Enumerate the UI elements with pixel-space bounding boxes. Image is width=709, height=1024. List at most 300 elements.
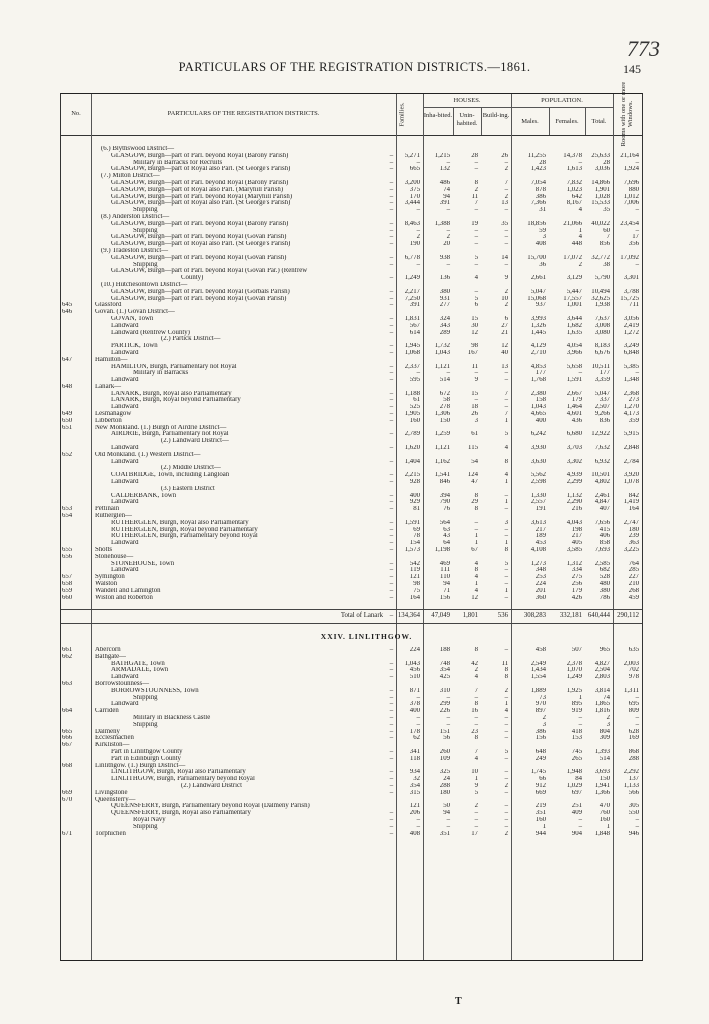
row-rooms: 2,419 bbox=[623, 322, 639, 329]
row-inhabited: 1,121 bbox=[434, 445, 450, 452]
row-uninhabited: 4 bbox=[474, 560, 478, 567]
row-total bbox=[585, 763, 613, 770]
row-families: 69 bbox=[413, 526, 420, 533]
row-males: 2 bbox=[542, 714, 546, 721]
row-rooms: 1,348 bbox=[623, 377, 639, 384]
row-males: 73 bbox=[539, 694, 546, 701]
row-particulars: CALDERBANK, Town bbox=[111, 492, 177, 499]
row-females: 1,948 bbox=[566, 769, 582, 776]
row-families: 62 bbox=[413, 735, 420, 742]
row-building: – bbox=[504, 492, 508, 499]
row-inhabited: 24 bbox=[443, 776, 450, 783]
row-number: 647 bbox=[62, 356, 73, 363]
table-row bbox=[61, 336, 642, 343]
row-males bbox=[511, 384, 549, 391]
row-families bbox=[396, 248, 423, 255]
row-building bbox=[481, 282, 511, 289]
row-males: 648 bbox=[535, 748, 546, 755]
row-families: 1,573 bbox=[404, 547, 420, 554]
row-number: 671 bbox=[62, 830, 73, 837]
row-total bbox=[585, 654, 613, 661]
row-number: 646 bbox=[62, 309, 73, 316]
row-families bbox=[396, 309, 423, 316]
row-rooms: – bbox=[635, 207, 639, 214]
row-building: – bbox=[504, 581, 508, 587]
row-number: 668 bbox=[62, 762, 73, 769]
row-total: 3 bbox=[606, 721, 610, 728]
row-uninhabited: 8 bbox=[474, 506, 478, 513]
row-leader bbox=[387, 357, 396, 364]
row-building: – bbox=[504, 694, 508, 701]
row-particulars: (7.) Milton District— bbox=[101, 173, 160, 180]
row-particulars: Lesmahagow bbox=[95, 411, 132, 418]
row-total: 7,637 bbox=[594, 315, 610, 322]
total-families: 134,364 bbox=[396, 610, 423, 624]
row-particulars: QUEENSFERRY, Burgh, Royal also Parliamentary bbox=[111, 810, 251, 817]
lanark-total-section bbox=[61, 601, 642, 647]
row-families: – bbox=[416, 714, 420, 721]
row-particulars: Military in Barracks for Recruits bbox=[133, 159, 223, 166]
table-row bbox=[61, 262, 642, 269]
row-leader bbox=[387, 742, 396, 749]
row-leader: – bbox=[389, 152, 394, 159]
row-families: 375 bbox=[409, 186, 420, 193]
row-leader: – bbox=[389, 179, 394, 186]
row-rooms: 3,225 bbox=[623, 547, 639, 554]
row-leader: – bbox=[389, 674, 394, 681]
row-particulars: Shipping bbox=[133, 823, 158, 830]
row-families: 98 bbox=[413, 581, 420, 587]
row-females: 216 bbox=[571, 506, 582, 513]
row-number: 666 bbox=[62, 735, 73, 742]
row-families: – bbox=[416, 721, 420, 728]
row-total: 1,938 bbox=[594, 302, 610, 309]
table-row bbox=[61, 330, 642, 337]
row-building bbox=[481, 336, 511, 343]
row-males: 2,557 bbox=[530, 499, 546, 506]
row-building bbox=[481, 357, 511, 364]
row-uninhabited: 11 bbox=[471, 193, 478, 200]
row-total: 10,501 bbox=[591, 472, 610, 479]
row-females: 5,658 bbox=[566, 363, 582, 370]
row-males bbox=[511, 452, 549, 459]
row-rooms: 305 bbox=[628, 803, 639, 810]
row-number bbox=[61, 364, 91, 371]
row-males: 3,630 bbox=[530, 458, 546, 465]
table-row bbox=[61, 384, 642, 391]
row-uninhabited: 167 bbox=[467, 349, 478, 356]
table-row bbox=[61, 817, 642, 824]
row-leader: – bbox=[389, 789, 394, 796]
table-row bbox=[61, 452, 642, 459]
row-males bbox=[511, 742, 549, 749]
row-females: 217 bbox=[571, 533, 582, 540]
row-rooms: 550 bbox=[628, 810, 639, 817]
row-particulars: GLASGOW, Burgh—part of Parl. beyond Royal (Barony Parish) bbox=[111, 179, 289, 186]
row-leader: – bbox=[389, 499, 394, 506]
row-total: 965 bbox=[599, 646, 610, 653]
row-number bbox=[61, 817, 91, 824]
row-total: 38 bbox=[603, 261, 610, 268]
row-leader: – bbox=[389, 349, 394, 356]
table-row bbox=[61, 756, 642, 763]
row-total bbox=[585, 214, 613, 221]
row-number bbox=[61, 661, 91, 668]
row-males: 3,613 bbox=[530, 519, 546, 526]
row-total: 415 bbox=[599, 526, 610, 533]
row-uninhabited bbox=[453, 384, 481, 391]
row-leader bbox=[387, 282, 396, 289]
row-building bbox=[481, 146, 511, 153]
row-rooms: 978 bbox=[628, 674, 639, 681]
row-total: 1,848 bbox=[594, 830, 610, 837]
total-rooms: 290,112 bbox=[613, 610, 642, 624]
row-leader bbox=[387, 486, 396, 493]
row-building: – bbox=[504, 241, 508, 248]
row-uninhabited: 47 bbox=[471, 479, 478, 486]
row-particulars: Landward bbox=[111, 499, 139, 506]
row-number bbox=[61, 499, 91, 506]
row-females: 2,667 bbox=[566, 390, 582, 397]
row-males: 400 bbox=[535, 417, 546, 424]
row-rooms: 3,056 bbox=[623, 315, 639, 322]
col-header-uninhabited: Unin-habited. bbox=[456, 112, 478, 127]
row-inhabited: 188 bbox=[439, 646, 450, 653]
row-total bbox=[585, 438, 613, 445]
row-females: 448 bbox=[571, 241, 582, 248]
row-uninhabited bbox=[453, 248, 481, 255]
row-number bbox=[61, 268, 91, 275]
table-row bbox=[61, 296, 642, 303]
row-inhabited: 310 bbox=[439, 687, 450, 694]
row-inhabited: 343 bbox=[439, 322, 450, 329]
row-rooms: 628 bbox=[628, 728, 639, 735]
row-inhabited: 938 bbox=[439, 254, 450, 261]
row-total: 858 bbox=[599, 540, 610, 547]
row-inhabited: – bbox=[446, 227, 450, 234]
row-inhabited: 110 bbox=[440, 574, 450, 581]
row-females: 3,585 bbox=[566, 547, 582, 554]
row-number bbox=[61, 667, 91, 674]
row-families bbox=[396, 654, 423, 661]
row-total: 406 bbox=[599, 533, 610, 540]
row-rooms: 3,920 bbox=[623, 472, 639, 479]
row-females: 3,129 bbox=[566, 275, 582, 282]
row-building bbox=[481, 248, 511, 255]
row-building: – bbox=[504, 755, 508, 762]
row-inhabited: 151 bbox=[439, 728, 450, 735]
row-rooms: 164 bbox=[628, 506, 639, 513]
row-females: 1 bbox=[578, 694, 582, 701]
row-total: 4,827 bbox=[594, 660, 610, 667]
row-families: 614 bbox=[409, 329, 420, 336]
row-inhabited: 380 bbox=[439, 288, 450, 295]
row-females: 904 bbox=[571, 830, 582, 837]
row-uninhabited: 29 bbox=[471, 499, 478, 506]
row-males: 224 bbox=[535, 581, 546, 587]
row-males: 1,745 bbox=[530, 769, 546, 776]
row-total: 1,865 bbox=[594, 701, 610, 708]
row-building: 5 bbox=[504, 431, 508, 438]
row-females: 405 bbox=[571, 540, 582, 547]
row-uninhabited: 8 bbox=[474, 735, 478, 742]
row-inhabited: 672 bbox=[439, 390, 450, 397]
row-inhabited: – bbox=[446, 721, 450, 728]
row-building: 6 bbox=[504, 315, 508, 322]
table-row bbox=[61, 722, 642, 729]
row-inhabited: 1,215 bbox=[434, 152, 450, 159]
row-males bbox=[511, 654, 549, 661]
row-uninhabited: 30 bbox=[471, 322, 478, 329]
row-uninhabited: – bbox=[474, 714, 478, 721]
row-number bbox=[61, 180, 91, 187]
row-families bbox=[396, 513, 423, 520]
row-particulars: Part in Linlithgow County bbox=[111, 748, 183, 755]
row-males: 191 bbox=[535, 506, 546, 513]
row-families: 2,789 bbox=[404, 431, 420, 438]
row-rooms: 3,788 bbox=[623, 288, 639, 295]
row-particulars: (2.) Landward District— bbox=[161, 438, 229, 445]
row-inhabited bbox=[423, 486, 453, 493]
row-females: 17,557 bbox=[563, 295, 582, 302]
row-uninhabited: 1 bbox=[474, 581, 478, 587]
row-total: 480 bbox=[599, 581, 610, 587]
row-number: 652 bbox=[62, 451, 73, 458]
row-families: 567 bbox=[409, 322, 420, 329]
row-females: 4,601 bbox=[566, 411, 582, 418]
row-uninhabited: – bbox=[474, 241, 478, 248]
row-males: 5,562 bbox=[530, 472, 546, 479]
row-particulars: Landward bbox=[111, 404, 139, 411]
table-body-linlithgow bbox=[61, 647, 642, 837]
row-rooms: 210 bbox=[628, 581, 639, 587]
row-building: – bbox=[504, 714, 508, 721]
row-particulars: LANARK, Burgh, Royal also Parliamentary bbox=[111, 390, 232, 397]
row-uninhabited: 12 bbox=[471, 329, 478, 336]
row-males: 878 bbox=[535, 186, 546, 193]
row-particulars: Landward bbox=[111, 540, 139, 547]
row-families: 400 bbox=[409, 492, 420, 499]
row-families bbox=[396, 268, 423, 275]
row-particulars: Walston bbox=[95, 581, 118, 587]
row-males bbox=[511, 438, 549, 445]
table-row bbox=[61, 595, 642, 602]
row-males: 970 bbox=[535, 701, 546, 708]
row-rooms: 635 bbox=[628, 646, 639, 653]
row-number bbox=[61, 722, 91, 729]
row-uninhabited: 1 bbox=[474, 776, 478, 783]
row-rooms: 180 bbox=[628, 526, 639, 533]
row-number bbox=[61, 540, 91, 547]
row-building bbox=[481, 797, 511, 804]
row-building: 2 bbox=[504, 193, 508, 200]
row-males: 2,661 bbox=[530, 275, 546, 282]
row-number bbox=[61, 824, 91, 831]
row-males: 408 bbox=[535, 241, 546, 248]
row-building: – bbox=[504, 404, 508, 411]
row-inhabited bbox=[423, 654, 453, 661]
row-inhabited: 469 bbox=[439, 560, 450, 567]
row-uninhabited bbox=[453, 282, 481, 289]
row-rooms: 17,092 bbox=[620, 254, 639, 261]
row-families: 178 bbox=[409, 728, 420, 735]
row-number: 670 bbox=[62, 796, 73, 803]
row-rooms: – bbox=[635, 714, 639, 721]
row-rooms: 288 bbox=[628, 755, 639, 762]
row-rooms: 1,133 bbox=[623, 782, 639, 789]
row-total: 74 bbox=[603, 694, 610, 701]
table-row bbox=[61, 681, 642, 688]
row-males bbox=[511, 357, 549, 364]
row-rooms: 1,924 bbox=[623, 166, 639, 173]
row-leader: – bbox=[389, 275, 394, 282]
col-header-houses: HOUSES. bbox=[453, 97, 481, 104]
row-total bbox=[585, 146, 613, 153]
row-leader: – bbox=[389, 560, 394, 567]
row-females: 3,703 bbox=[566, 445, 582, 452]
row-inhabited: 226 bbox=[439, 708, 450, 715]
row-males bbox=[511, 309, 549, 316]
row-total: 514 bbox=[599, 755, 610, 762]
row-particulars: (9.) Tradeston District— bbox=[101, 247, 169, 254]
row-leader: – bbox=[389, 288, 394, 295]
row-females: 256 bbox=[571, 581, 582, 587]
row-building: – bbox=[504, 234, 508, 241]
row-total: 1,366 bbox=[594, 789, 610, 796]
row-leader bbox=[387, 803, 396, 810]
row-inhabited: 394 bbox=[439, 492, 450, 499]
row-males: 348 bbox=[535, 567, 546, 574]
row-total: 4,802 bbox=[594, 479, 610, 486]
row-rooms: 137 bbox=[628, 776, 639, 783]
row-total bbox=[585, 309, 613, 316]
row-families: 5,271 bbox=[404, 152, 420, 159]
row-leader: – bbox=[389, 708, 394, 715]
row-leader: – bbox=[389, 295, 394, 302]
row-building: 4 bbox=[504, 445, 508, 452]
row-number bbox=[61, 674, 91, 681]
table-row bbox=[61, 241, 642, 248]
row-particulars: RUTHERGLEN, Burgh, Parliamentary beyond Royal bbox=[111, 533, 258, 540]
row-inhabited bbox=[423, 554, 453, 561]
row-inhabited: 288 bbox=[439, 782, 450, 789]
row-leader: – bbox=[389, 472, 394, 479]
row-uninhabited: 7 bbox=[474, 200, 478, 207]
table-row bbox=[61, 742, 642, 749]
row-number bbox=[61, 486, 91, 493]
row-inhabited: 43 bbox=[443, 533, 450, 540]
row-particulars: RUTHERGLEN, Burgh, Royal beyond Parliamentary bbox=[111, 526, 258, 533]
row-families bbox=[396, 357, 423, 364]
row-families: 665 bbox=[409, 166, 420, 173]
row-males: 4,665 bbox=[530, 411, 546, 418]
row-particulars: RUTHERGLEN, Burgh, Royal also Parliamentary bbox=[111, 519, 249, 526]
row-number bbox=[61, 200, 91, 207]
table-row bbox=[61, 701, 642, 708]
row-leader: – bbox=[389, 227, 394, 234]
table-row bbox=[61, 479, 642, 486]
row-inhabited: 351 bbox=[439, 830, 450, 837]
row-rooms bbox=[613, 486, 642, 493]
table-row bbox=[61, 695, 642, 702]
row-number bbox=[61, 330, 91, 337]
row-particulars: GLASGOW, Burgh—part of Parl. beyond Royal (Maryhill Parish) bbox=[111, 193, 293, 200]
row-males bbox=[511, 336, 549, 343]
row-males: 11,255 bbox=[527, 152, 546, 159]
row-number bbox=[61, 173, 91, 180]
row-uninhabited: 4 bbox=[474, 674, 478, 681]
row-leader bbox=[387, 214, 396, 221]
row-uninhabited: – bbox=[474, 823, 478, 830]
table-row bbox=[61, 540, 642, 547]
row-uninhabited: 3 bbox=[474, 417, 478, 424]
row-rooms: – bbox=[635, 261, 639, 268]
col-header-population: POPULATION. bbox=[541, 97, 583, 104]
row-inhabited: 64 bbox=[443, 540, 450, 547]
row-uninhabited: – bbox=[474, 207, 478, 214]
row-inhabited: 277 bbox=[439, 302, 450, 309]
row-building: – bbox=[504, 567, 508, 574]
row-rooms: 695 bbox=[628, 701, 639, 708]
row-total: 1,901 bbox=[594, 186, 610, 193]
row-rooms bbox=[613, 654, 642, 661]
row-particulars: GLASGOW, Burgh—part of Parl. beyond Royal (Gorbals Parish) bbox=[111, 288, 290, 295]
total-males: 308,283 bbox=[511, 610, 549, 624]
row-leader: – bbox=[389, 540, 394, 547]
row-particulars: (2.) Landward District bbox=[181, 782, 242, 789]
row-females: 1,132 bbox=[566, 492, 582, 499]
row-females bbox=[549, 763, 585, 770]
row-rooms: 459 bbox=[628, 594, 639, 601]
row-families: 871 bbox=[409, 687, 420, 694]
row-particulars: Torphichen bbox=[95, 830, 126, 837]
row-rooms bbox=[613, 513, 642, 520]
row-uninhabited: – bbox=[474, 261, 478, 268]
row-inhabited: 71 bbox=[443, 587, 450, 594]
row-uninhabited bbox=[453, 214, 481, 221]
row-males: 4,129 bbox=[530, 343, 546, 350]
row-males: 1,043 bbox=[530, 404, 546, 411]
row-uninhabited: 6 bbox=[474, 302, 478, 309]
row-particulars: Shipping bbox=[133, 261, 158, 268]
row-families: – bbox=[416, 370, 420, 377]
table-row bbox=[61, 465, 642, 472]
row-uninhabited bbox=[453, 797, 481, 804]
row-total: 12,922 bbox=[591, 431, 610, 438]
row-inhabited bbox=[423, 282, 453, 289]
row-rooms: 1,272 bbox=[623, 329, 639, 336]
row-uninhabited bbox=[453, 742, 481, 749]
row-total bbox=[585, 742, 613, 749]
row-leader: – bbox=[389, 254, 394, 261]
row-leader: – bbox=[389, 687, 394, 694]
row-uninhabited: 7 bbox=[474, 687, 478, 694]
row-families: – bbox=[416, 227, 420, 234]
row-rooms bbox=[613, 681, 642, 688]
row-leader: – bbox=[389, 667, 394, 674]
row-inhabited: 790 bbox=[439, 499, 450, 506]
table-row bbox=[61, 661, 642, 668]
row-particulars: GOVAN, Town bbox=[111, 315, 154, 322]
row-males: 7,054 bbox=[530, 179, 546, 186]
row-particulars: Queensferry— bbox=[95, 796, 136, 803]
row-leader bbox=[387, 797, 396, 804]
row-number bbox=[61, 350, 91, 357]
table-row bbox=[61, 425, 642, 432]
row-leader: – bbox=[389, 769, 394, 776]
row-uninhabited: 1 bbox=[474, 533, 478, 540]
row-inhabited: 132 bbox=[439, 166, 450, 173]
